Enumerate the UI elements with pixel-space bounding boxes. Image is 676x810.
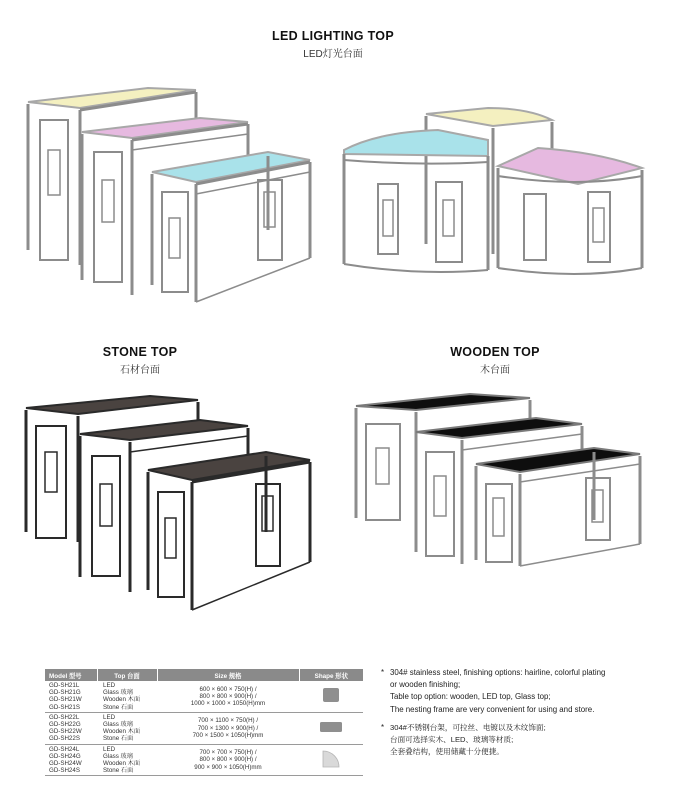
note-line: or wooden finishing; xyxy=(390,680,461,690)
top-option: LED xyxy=(103,713,116,721)
top-option: Wooden 木面 xyxy=(103,696,141,704)
notes-chinese xyxy=(381,722,671,759)
note-line: Table top option: wooden, LED top, Glass top; xyxy=(390,692,551,702)
note-line: 台面可选择实木、LED、玻璃等材质; xyxy=(390,735,514,745)
header-top: Top 台面 xyxy=(97,669,157,681)
top-option: LED xyxy=(103,745,116,753)
top-option: Stone 石面 xyxy=(103,767,134,775)
size-cell xyxy=(157,712,299,744)
quarter-circle-shape-icon xyxy=(322,750,340,768)
top-option: Wooden 木面 xyxy=(103,728,141,736)
table-header-row xyxy=(45,669,363,681)
table-row xyxy=(45,744,363,776)
model-code: GD-SH21S xyxy=(49,703,80,711)
bullet-star-icon: * xyxy=(381,668,385,677)
model-cell xyxy=(45,744,97,776)
led-section-heading xyxy=(233,29,433,60)
shape-cell xyxy=(299,681,363,712)
table-row xyxy=(45,712,363,744)
bullet-star-icon: * xyxy=(381,722,385,732)
size-value: 1000 × 1000 × 1050(H)mm xyxy=(190,700,266,707)
size-value: 700 × 1100 × 750(H) / xyxy=(197,717,259,725)
square-shape-icon xyxy=(322,687,340,703)
product-notes xyxy=(381,667,671,758)
notes-english xyxy=(381,667,671,716)
model-code: GD-SH21G xyxy=(49,689,81,697)
wooden-section-heading xyxy=(395,345,595,376)
wooden-top-nesting-tables-image xyxy=(350,392,650,567)
stone-section-heading xyxy=(40,345,240,376)
table-row xyxy=(45,681,363,712)
specification-table xyxy=(45,669,363,776)
rectangle-shape-icon xyxy=(319,720,343,734)
led-section-title: LED LIGHTING TOP xyxy=(272,29,394,43)
model-code: GD-SH24L xyxy=(49,745,80,753)
model-code: GD-SH24G xyxy=(49,752,81,760)
stone-section-subtitle: 石材台面 xyxy=(120,365,160,376)
shape-cell xyxy=(299,744,363,776)
model-code: GD-SH24W xyxy=(49,760,82,768)
size-value: 600 × 600 × 750(H) / xyxy=(199,685,257,693)
top-option: Glass 玻璃 xyxy=(103,689,133,697)
shape-cell xyxy=(299,712,363,744)
model-code: GD-SH22S xyxy=(49,735,80,743)
model-code: GD-SH21L xyxy=(49,682,80,689)
size-value: 900 × 900 × 1050(H)mm xyxy=(194,763,262,771)
top-option: Glass 玻璃 xyxy=(103,721,133,729)
led-section-subtitle: LED灯光台面 xyxy=(303,49,363,60)
size-cell xyxy=(157,744,299,776)
model-cell xyxy=(45,681,97,712)
top-option: Stone 石面 xyxy=(103,703,134,711)
header-model: Model 型号 xyxy=(45,669,97,681)
model-cell xyxy=(45,712,97,744)
model-code: GD-SH22W xyxy=(49,728,82,736)
note-line: 304#不锈钢台架，可拉丝、电镀以及木纹饰面; xyxy=(390,722,546,732)
led-quarter-circle-nesting-tables-image xyxy=(338,104,646,280)
top-option: LED xyxy=(103,682,116,689)
top-cell xyxy=(97,744,157,776)
top-option: Wooden 木面 xyxy=(103,760,141,768)
stone-section-title: STONE TOP xyxy=(102,345,178,359)
top-option: Glass 玻璃 xyxy=(103,752,133,760)
top-cell xyxy=(97,712,157,744)
model-code: GD-SH22G xyxy=(49,721,81,729)
size-value: 800 × 800 × 900(H) / xyxy=(199,756,257,764)
model-code: GD-SH22L xyxy=(49,713,80,721)
note-line: 全套叠结构，使用储藏十分便捷。 xyxy=(390,747,504,757)
note-line: 304# stainless steel, finishing options: hairline, colorful plating xyxy=(390,668,606,677)
wooden-section-subtitle: 木台面 xyxy=(480,365,510,376)
top-cell xyxy=(97,681,157,712)
stone-top-nesting-tables-image xyxy=(20,392,320,612)
model-code: GD-SH24S xyxy=(49,767,80,775)
size-value: 700 × 1500 × 1050(H)mm xyxy=(192,731,264,739)
header-size: Size 规格 xyxy=(157,669,299,681)
size-value: 700 × 700 × 750(H) / xyxy=(199,749,257,757)
size-value: 700 × 1300 × 900(H) / xyxy=(197,724,259,732)
model-code: GD-SH21W xyxy=(49,696,82,704)
size-value: 800 × 800 × 900(H) / xyxy=(199,692,257,700)
header-shape: Shape 形状 xyxy=(299,669,363,681)
top-option: Stone 石面 xyxy=(103,735,134,743)
note-line: The nesting frame are very convenient for using and store. xyxy=(390,704,595,714)
wooden-section-title: WOODEN TOP xyxy=(450,345,540,359)
size-cell xyxy=(157,681,299,712)
led-square-nesting-tables-image xyxy=(20,80,320,305)
